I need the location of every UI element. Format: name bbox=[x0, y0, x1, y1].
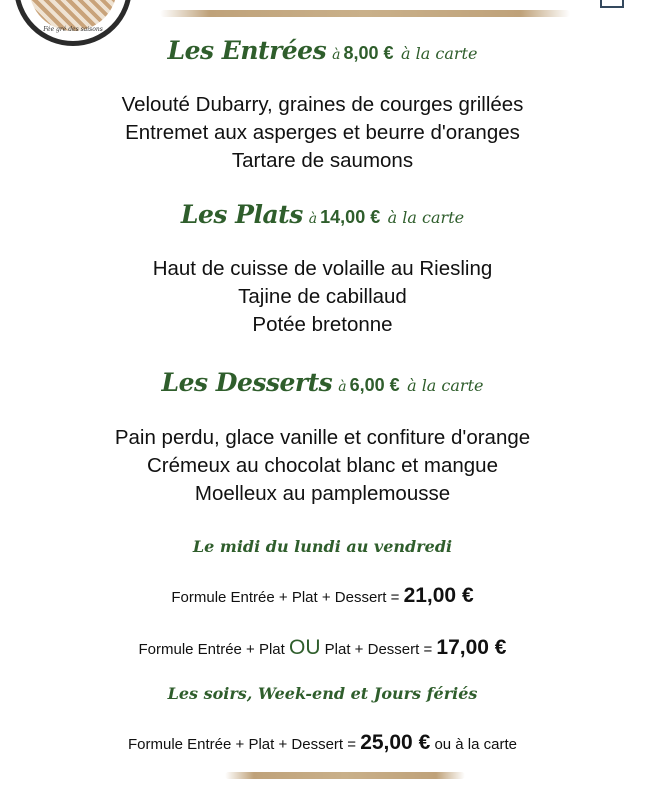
plats-price-prefix: à bbox=[308, 211, 318, 227]
formula-price: 25,00 € bbox=[360, 731, 431, 754]
entree-item: Tartare de saumons bbox=[231, 149, 414, 172]
dessert-item: Pain perdu, glace vanille et confiture d'orange bbox=[114, 426, 531, 449]
plat-item: Haut de cuisse de volaille au Riesling bbox=[152, 257, 493, 280]
logo-text: Fée gré des saisons bbox=[43, 26, 103, 33]
entrees-price: 8,00 € bbox=[343, 43, 394, 63]
plat-item: Potée bretonne bbox=[252, 313, 393, 336]
top-divider bbox=[160, 10, 570, 17]
weekday-title: Le midi du lundi au vendredi bbox=[192, 537, 453, 556]
weekday-formula-full bbox=[0, 584, 645, 608]
weekend-formula bbox=[0, 731, 645, 755]
desserts-heading bbox=[0, 368, 645, 397]
formula-price: 17,00 € bbox=[436, 636, 507, 659]
formula-label: Formule Entrée + Plat + Dessert = bbox=[171, 589, 400, 606]
desserts-price: 6,00 € bbox=[349, 375, 400, 395]
plats-price: 14,00 € bbox=[320, 207, 381, 227]
desserts-carte: à la carte bbox=[407, 376, 484, 395]
dessert-item: Moelleux au pamplemousse bbox=[194, 482, 451, 505]
formula-label: Formule Entrée + Plat + Dessert = bbox=[127, 736, 357, 753]
weekend-title: Les soirs, Week-end et Jours fériés bbox=[167, 684, 478, 703]
formula-label: Formule Entrée + Plat bbox=[138, 641, 285, 658]
plats-title: Les Plats bbox=[180, 200, 303, 229]
plats-heading bbox=[0, 200, 645, 229]
desserts-price-prefix: à bbox=[338, 379, 347, 395]
formula-suffix: ou à la carte bbox=[434, 736, 517, 753]
plat-item: Tajine de cabillaud bbox=[238, 285, 407, 308]
entrees-price-prefix: à bbox=[332, 47, 341, 63]
formula-label: Plat + Dessert = bbox=[324, 641, 433, 658]
dessert-item: Crémeux au chocolat blanc et mangue bbox=[147, 454, 498, 477]
weekday-formula-two-courses bbox=[0, 636, 645, 660]
menu-frame-icon bbox=[600, 0, 624, 8]
plats-carte: à la carte bbox=[387, 208, 465, 227]
entrees-heading bbox=[0, 36, 645, 65]
formula-price: 21,00 € bbox=[403, 584, 474, 607]
bottom-divider bbox=[225, 772, 465, 779]
entrees-carte: à la carte bbox=[401, 44, 478, 63]
entree-item: Entremet aux asperges et beurre d'oranges bbox=[125, 121, 520, 144]
entree-item: Velouté Dubarry, graines de courges grillées bbox=[121, 93, 524, 116]
entrees-title: Les Entrées bbox=[167, 36, 327, 65]
formula-ou: OU bbox=[289, 636, 321, 659]
desserts-title: Les Desserts bbox=[161, 368, 333, 397]
